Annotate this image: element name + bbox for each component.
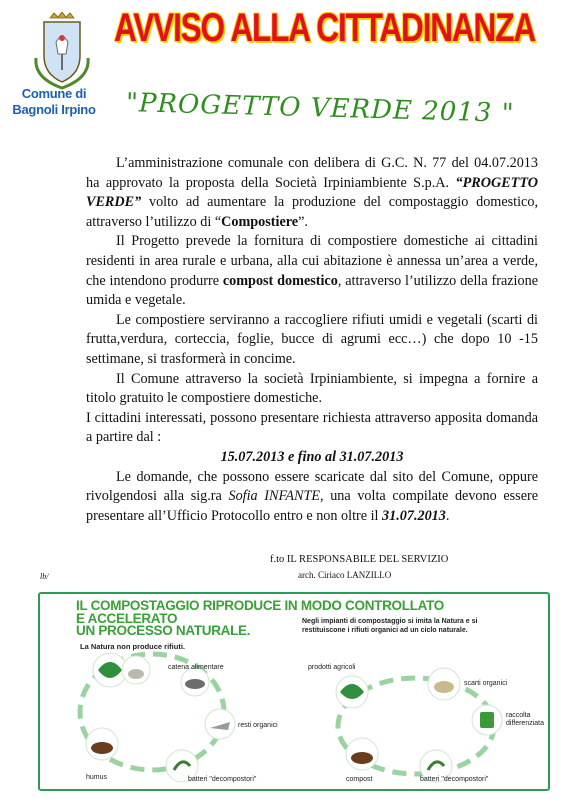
signature-role: f.to IL RESPONSABILE DEL SERVIZIO xyxy=(270,554,449,565)
label-catena: catena alimentare xyxy=(168,664,224,671)
notice-body xyxy=(86,154,538,526)
compostiere-term: Compostiere xyxy=(221,213,299,230)
comune-name: Comune di Bagnoli Irpino xyxy=(12,86,96,117)
page-subtitle: "PROGETTO VERDE 2013 " xyxy=(125,88,515,129)
text: . xyxy=(445,507,450,524)
remains-icon xyxy=(205,709,235,739)
text: L’amministrazione comunale con delibera di G.C. N. 77 del 04.07.2013 ha approvato la proposta della Società Irpiniambiente S.p.A. xyxy=(86,155,538,191)
headline-line: E ACCELERATO xyxy=(76,610,178,626)
paragraph-6 xyxy=(86,468,538,527)
deadline-date: 31.07.2013 xyxy=(382,507,446,524)
headline-line: IL COMPOSTAGGIO RIPRODUCE IN MODO CONTROLLATO xyxy=(76,598,445,613)
paragraph-3: Le compostiere serviranno a raccogliere rifiuti umidi e vegetali (scarti di frutta,verdura, corteccia, foglie, bucce di agrumi ecc…) che dopo 10 -15 settimane, si trasformerà in concime. xyxy=(86,311,538,367)
label-batteri-left: batteri "decompostori" xyxy=(188,776,257,783)
cycle-diagrams xyxy=(40,594,548,789)
text: ”. xyxy=(298,213,308,230)
text: , attraverso l’utilizzo della frazione umida e vegetale. xyxy=(86,272,538,309)
project-name: “PROGETTO VERDE” xyxy=(86,174,538,211)
paragraph-5: I cittadini interessati, possono presentare richiesta attraverso apposita domanda a partire dal : xyxy=(86,409,538,446)
paragraph-1 xyxy=(86,154,538,232)
label-resti: resti organici xyxy=(238,722,278,729)
compost-infographic xyxy=(38,592,550,791)
typist-initials: lb/ xyxy=(40,572,49,581)
headline-line: UN PROCESSO NATURALE. xyxy=(76,623,251,638)
text: Le domande, che possono essere scaricate dal sito del Comune, oppure rivolgendosi alla sig.ra xyxy=(86,468,538,505)
text: , una volta compilate devono essere presentare all’Ufficio Protocollo entro e non oltre il xyxy=(86,488,539,524)
paragraph-2 xyxy=(86,232,538,310)
label-humus: humus xyxy=(86,774,108,781)
text: Il Progetto prevede la fornitura di compostiere domestiche ai cittadini residenti in area rurale e urbana, alla cui abitazione è annessa un’area a verde, che intendono produrre xyxy=(86,233,538,289)
signer-name: arch. Ciriaco LANZILLO xyxy=(298,570,392,580)
label-compost: compost xyxy=(346,776,373,783)
compost-term: compost domestico xyxy=(222,272,338,289)
label-scarti: scarti organici xyxy=(464,680,508,687)
contact-name: Sofia INFANTE xyxy=(228,488,321,505)
comune-crest-icon xyxy=(30,12,94,92)
label-prodotti: prodotti agricoli xyxy=(308,664,356,671)
label-raccolta: raccolta differenziata xyxy=(506,712,545,727)
right-subtitle: Negli impianti di compostaggio si imita la Natura e si restituiscone i rifiuti organici ad un ciclo naturale. xyxy=(302,618,478,634)
application-dates: 15.07.2013 e fino al 31.07.2013 xyxy=(220,448,404,465)
left-subtitle: La Natura non produce rifiuti. xyxy=(80,642,186,651)
paragraph-4: Il Comune attraverso la società Irpiniambiente, si impegna a fornire a titolo gratuito le compostiere domestiche. xyxy=(86,370,538,407)
label-batteri-right: batteri "decompostori" xyxy=(420,776,489,783)
page-title: AVVISO ALLA CITTADINANZA xyxy=(114,6,535,50)
text: volto ad aumentare la produzione del compostaggio domestico, attraverso l’utilizzo di “ xyxy=(86,194,538,230)
